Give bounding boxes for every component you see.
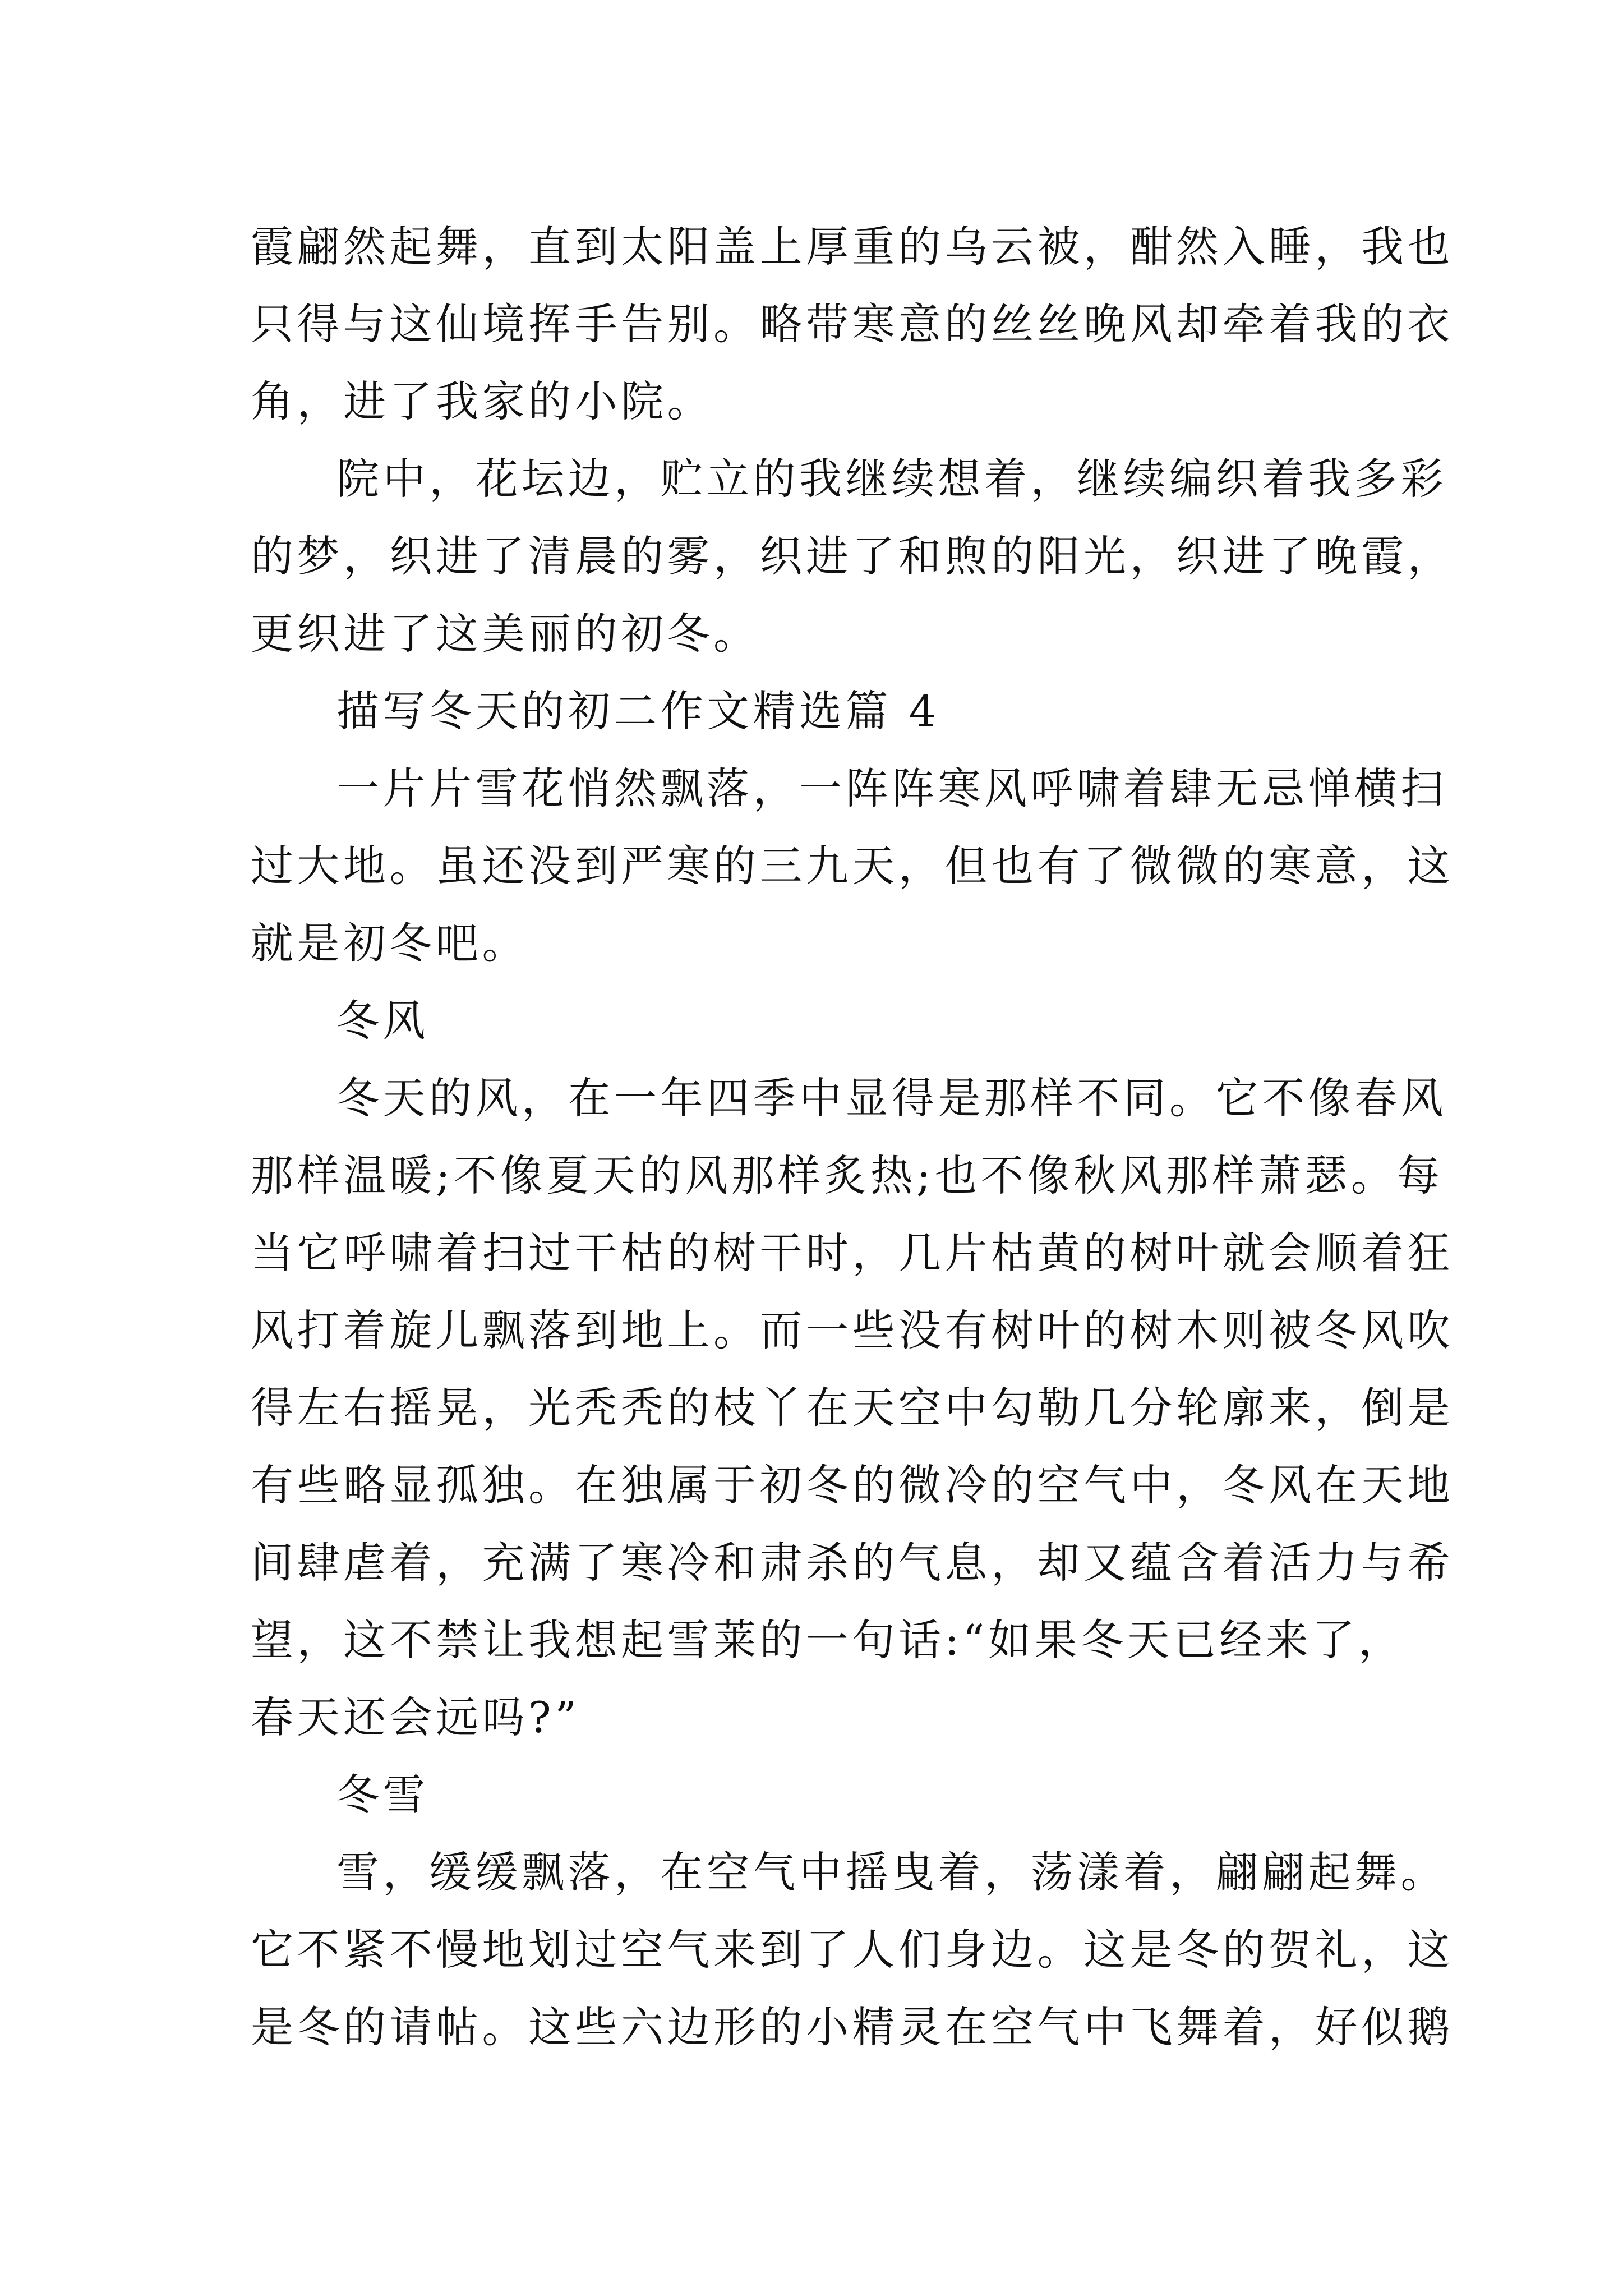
text-line: 过大地。虽还没到严寒的三九天，但也有了微微的寒意，这 (251, 841, 1454, 891)
text-line: 有些略显孤独。在独属于初冬的微冷的空气中，冬风在天地 (251, 1460, 1454, 1510)
text-line: 更织进了这美丽的初冬。 (251, 609, 760, 659)
text-line: 间肆虐着，充满了寒冷和肃杀的气息，却又蕴含着活力与希 (251, 1538, 1454, 1588)
paragraph-first-line: 冬天的风，在一年四季中显得是那样不同。它不像春风 (336, 1073, 1447, 1123)
text-line: 那样温暖;不像夏天的风那样炙热;也不像秋风那样萧瑟。每 (251, 1151, 1444, 1200)
paragraph-first-line: 雪，缓缓飘落，在空气中摇曳着，荡漾着，翩翩起舞。 (336, 1847, 1447, 1897)
text-line: 是冬的请帖。这些六边形的小精灵在空气中飞舞着，好似鹅 (251, 2002, 1454, 2052)
text-line: 春天还会远吗?” (251, 1692, 580, 1742)
subheading-winter-snow: 冬雪 (336, 1770, 429, 1820)
text-line: 只得与这仙境挥手告别。略带寒意的丝丝晚风却牵着我的衣 (251, 299, 1454, 349)
subheading-winter-wind: 冬风 (336, 996, 429, 1046)
text-line: 角，进了我家的小院。 (251, 376, 713, 426)
text-line: 得左右摇晃，光秃秃的枝丫在天空中勾勒几分轮廓来，倒是 (251, 1383, 1454, 1433)
paragraph-first-line: 一片片雪花悄然飘落，一阵阵寒风呼啸着肆无忌惮横扫 (336, 763, 1447, 813)
text-line: 就是初冬吧。 (251, 918, 528, 968)
text-line: 望，这不禁让我想起雪莱的一句话:“如果冬天已经来了， (251, 1615, 1405, 1665)
text-line: 风打着旋儿飘落到地上。而一些没有树叶的树木则被冬风吹 (251, 1305, 1454, 1355)
text-line: 霞翩然起舞，直到太阳盖上厚重的乌云被，酣然入睡，我也 (251, 222, 1454, 272)
paragraph-first-line: 院中，花坛边，贮立的我继续想着，继续编织着我多彩 (336, 454, 1447, 504)
text-line: 当它呼啸着扫过干枯的树干时，几片枯黄的树叶就会顺着狂 (251, 1228, 1454, 1278)
section-heading: 描写冬天的初二作文精选篇 4 (336, 686, 940, 736)
text-line: 的梦，织进了清晨的雾，织进了和煦的阳光，织进了晚霞， (251, 531, 1454, 581)
text-line: 它不紧不慢地划过空气来到了人们身边。这是冬的贺礼，这 (251, 1925, 1454, 1975)
